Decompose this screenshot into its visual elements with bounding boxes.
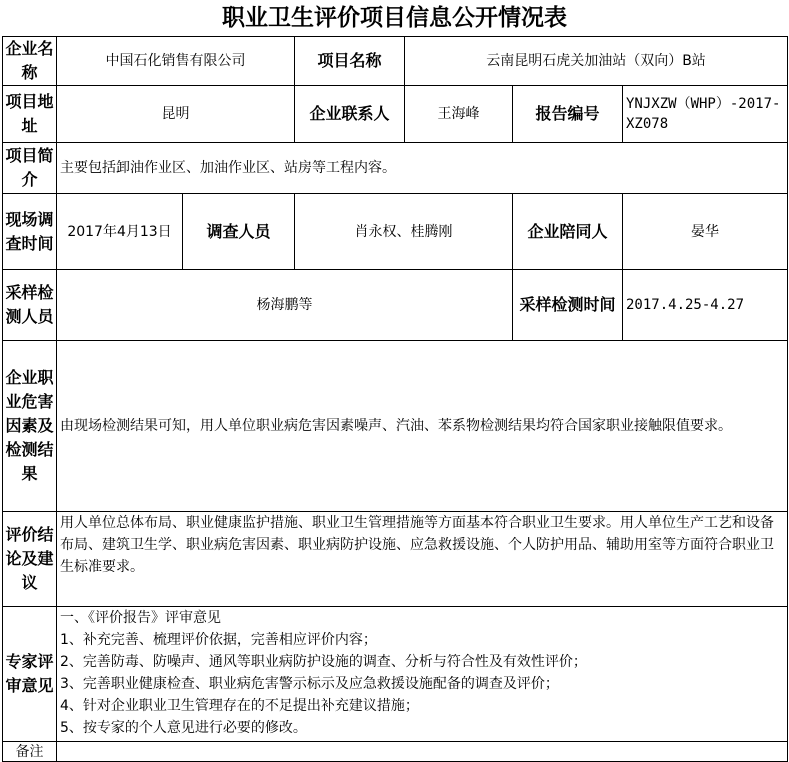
- survey-time-label: 现场调查时间: [3, 194, 57, 270]
- expert-opinion-line: 4、针对企业职业卫生管理存在的不足提出补充建议措施；: [60, 698, 419, 714]
- info-table: [2, 36, 788, 762]
- table-row: [3, 341, 788, 512]
- contact-value: 王海峰: [405, 86, 513, 143]
- report-no-value: YNJXZW（WHP）-2017-XZ078: [623, 86, 788, 143]
- expert-opinion-line: 2、完善防毒、防噪声、通风等职业病防护设施的调查、分析与符合性及有效性评价；: [60, 654, 587, 670]
- contact-label: 企业联系人: [295, 86, 405, 143]
- sampling-time-value: 2017.4.25-4.27: [623, 270, 788, 341]
- page-title: 职业卫生评价项目信息公开情况表: [222, 5, 567, 31]
- company-name-label: 企业名称: [3, 37, 57, 86]
- conclusion-value: 用人单位总体布局、职业健康监护措施、职业卫生管理措施等方面基本符合职业卫生要求。用人单位生产工艺和设备布局、建筑卫生学、职业病危害因素、职业病防护设施、应急救援设施、个人防护用品、辅助用室等方面符合职业卫生标准要求。: [57, 512, 788, 607]
- expert-opinion-value: [57, 607, 788, 742]
- table-row: [3, 607, 788, 742]
- expert-opinion-label: 专家评审意见: [3, 607, 57, 742]
- company-escort-label: 企业陪同人: [513, 194, 623, 270]
- table-row: [3, 143, 788, 194]
- surveyors-value: 肖永权、桂腾刚: [295, 194, 513, 270]
- survey-time-value: 2017年4月13日: [57, 194, 183, 270]
- project-intro-value: 主要包括卸油作业区、加油作业区、站房等工程内容。: [57, 143, 788, 194]
- expert-opinion-line: 1、补充完善、梳理评价依据，完善相应评价内容；: [60, 632, 377, 648]
- table-row: [3, 37, 788, 86]
- table-row: [3, 86, 788, 143]
- hazard-results-label: 企业职业危害因素及检测结果: [3, 341, 57, 512]
- project-name-label: 项目名称: [295, 37, 405, 86]
- remarks-label: 备注: [3, 742, 57, 762]
- table-row: [3, 512, 788, 607]
- report-no-label: 报告编号: [513, 86, 623, 143]
- table-row: [3, 194, 788, 270]
- sampling-staff-label: 采样检测人员: [3, 270, 57, 341]
- table-row: [3, 270, 788, 341]
- remarks-value: [57, 742, 788, 762]
- hazard-results-value: 由现场检测结果可知，用人单位职业病危害因素噪声、汽油、苯系物检测结果均符合国家职业接触限值要求。: [57, 341, 788, 512]
- sampling-staff-value: 杨海鹏等: [57, 270, 513, 341]
- expert-opinion-line: 3、完善职业健康检查、职业病危害警示标示及应急救援设施配备的调查及评价；: [60, 676, 559, 692]
- project-name-value: 云南昆明石虎关加油站（双向）B站: [405, 37, 788, 86]
- sampling-time-label: 采样检测时间: [513, 270, 623, 341]
- project-intro-label: 项目简介: [3, 143, 57, 194]
- company-name-value: 中国石化销售有限公司: [57, 37, 295, 86]
- conclusion-label: 评价结论及建议: [3, 512, 57, 607]
- project-address-value: 昆明: [57, 86, 295, 143]
- company-escort-value: 晏华: [623, 194, 788, 270]
- project-address-label: 项目地址: [3, 86, 57, 143]
- expert-opinion-line: 一、《评价报告》评审意见: [60, 610, 221, 626]
- expert-opinion-line: 5、按专家的个人意见进行必要的修改。: [60, 720, 307, 736]
- surveyors-label: 调查人员: [183, 194, 295, 270]
- table-row: [3, 742, 788, 762]
